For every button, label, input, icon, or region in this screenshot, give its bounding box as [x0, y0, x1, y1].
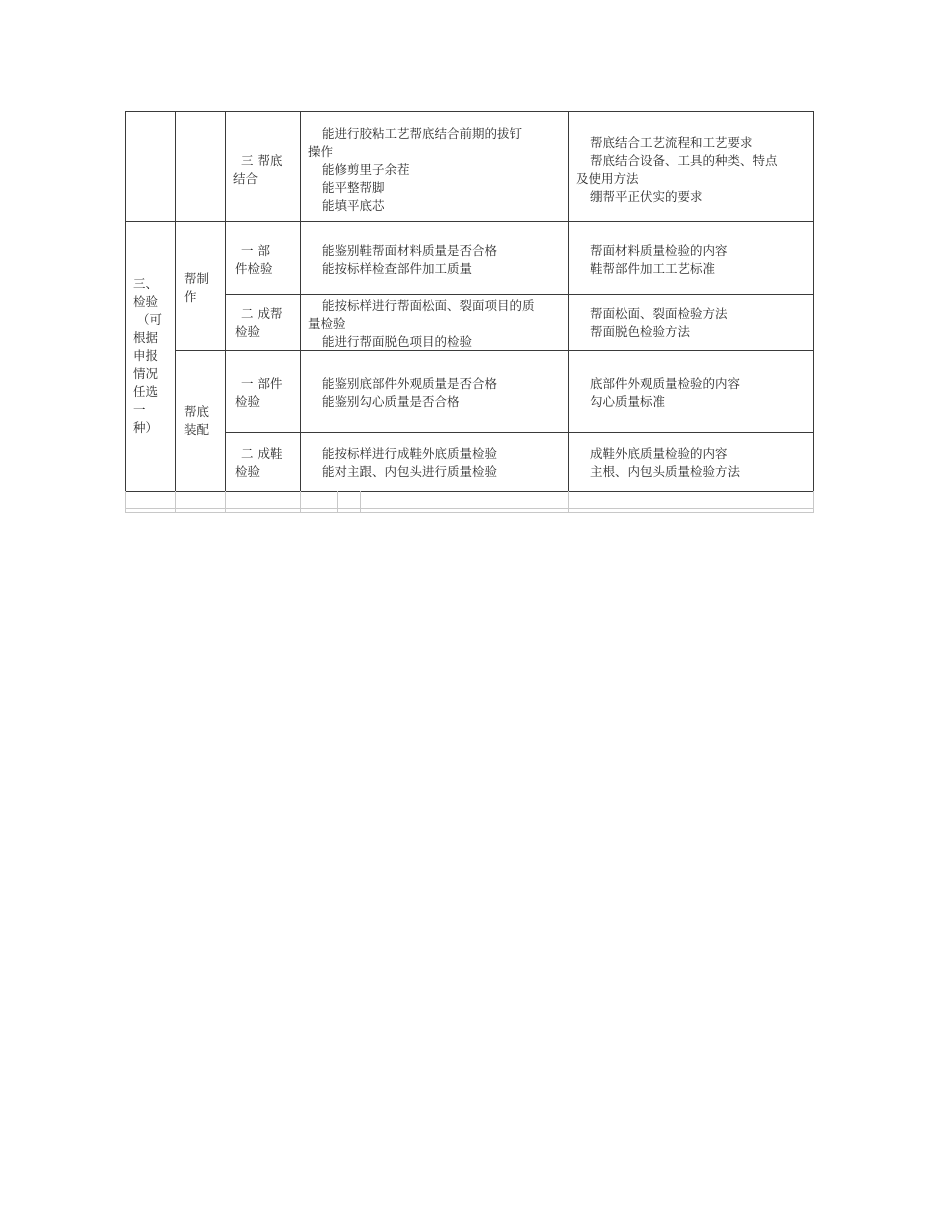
table-rule-extra-v7 [813, 491, 814, 513]
table-rule-col2 [225, 111, 226, 491]
table-rule-extra-v2 [225, 491, 226, 513]
group-upper-line: 帮制 [184, 271, 210, 286]
row5-item-line: 检验 [235, 464, 261, 479]
row1-item-cell [233, 152, 282, 188]
table-rule-extra-v0 [125, 491, 126, 513]
category-line: 根据 [133, 330, 159, 345]
row2-item-cell [235, 242, 273, 278]
row1-knowledge-line: 及使用方法 [576, 171, 639, 186]
table-rule-extra-2 [125, 512, 814, 513]
row3-skill-line: 量检验 [308, 316, 346, 331]
category-line: 种） [133, 420, 159, 435]
category-cell [133, 275, 162, 437]
row2-knowledge-line: 帮面材料质量检验的内容 [590, 243, 728, 258]
row3-skill-line: 能按标样进行帮面松面、裂面项目的质 [322, 298, 535, 313]
row1-skills-cell [308, 125, 522, 215]
row1-skill-line: 能平整帮脚 [322, 180, 385, 195]
row4-skill-line: 能鉴别勾心质量是否合格 [322, 394, 460, 409]
row3-item-cell [235, 305, 282, 341]
category-line: 情况 [133, 366, 159, 381]
row2-skills-cell [308, 242, 497, 278]
row4-skill-line: 能鉴别底部件外观质量是否合格 [322, 376, 498, 391]
row3-knowledge-line: 帮面松面、裂面检验方法 [590, 306, 728, 321]
row5-item-line: 二 成鞋 [241, 446, 283, 461]
group-lower-line: 帮底 [184, 404, 210, 419]
row5-skills-cell [308, 445, 497, 481]
row1-skill-line: 能进行胶粘工艺帮底结合前期的拔钉 [322, 126, 523, 141]
table-rule-extra-v4 [337, 491, 338, 513]
table-rule-extra-v6 [568, 491, 569, 513]
group-upper-line: 作 [184, 289, 197, 304]
category-line: 任选 [133, 384, 159, 399]
row2-knowledge-cell [576, 242, 728, 278]
row1-skill-line: 操作 [308, 144, 334, 159]
row4-knowledge-line: 勾心质量标准 [590, 394, 666, 409]
row3-knowledge-cell [576, 305, 728, 341]
row1-knowledge-line: 帮底结合工艺流程和工艺要求 [590, 135, 753, 150]
category-line: 检验 [133, 294, 159, 309]
table-rule-extra-v5 [360, 491, 361, 513]
table-rule-row1-bottom [125, 221, 814, 222]
table-rule-col1 [175, 111, 176, 491]
table-rule-top [125, 111, 814, 112]
table-rule-col4 [568, 111, 569, 491]
row1-knowledge-line: 帮底结合设备、工具的种类、特点 [590, 153, 778, 168]
category-line: （可 [137, 312, 163, 327]
row3-knowledge-line: 帮面脱色检验方法 [590, 324, 691, 339]
row1-skill-line: 能填平底芯 [322, 198, 385, 213]
row2-skill-line: 能按标样检查部件加工质量 [322, 261, 473, 276]
row3-skills-cell [308, 297, 535, 351]
row2-skill-line: 能鉴别鞋帮面材料质量是否合格 [322, 243, 498, 258]
table-rule-row2-bottom [225, 294, 814, 295]
row5-knowledge-line: 主根、内包头质量检验方法 [590, 464, 741, 479]
row1-skill-line: 能修剪里子余茬 [322, 162, 410, 177]
row5-knowledge-line: 成鞋外底质量检验的内容 [590, 446, 728, 461]
table-rule-row4-bottom [225, 432, 814, 433]
category-line: 申报 [133, 348, 159, 363]
group-upper-cell [184, 270, 209, 306]
row2-item-line: 一 部 [241, 243, 270, 258]
row5-knowledge-cell [576, 445, 740, 481]
row4-item-line: 检验 [235, 394, 261, 409]
table-rule-extra-1 [125, 508, 814, 509]
row4-item-cell [235, 375, 282, 411]
table-rule-col3 [300, 111, 301, 491]
row3-item-line: 检验 [235, 324, 261, 339]
group-lower-cell [184, 403, 209, 439]
skill-requirements-table [125, 111, 814, 513]
row1-item-line: 结合 [233, 171, 259, 186]
row1-item-line: 三 帮底 [241, 153, 283, 168]
row4-knowledge-cell [576, 375, 740, 411]
row2-knowledge-line: 鞋帮部件加工工艺标准 [590, 261, 716, 276]
row4-skills-cell [308, 375, 497, 411]
row3-skill-line: 能进行帮面脱色项目的检验 [322, 334, 473, 349]
row1-knowledge-line: 绷帮平正伏实的要求 [590, 189, 703, 204]
table-rule-extra-v3 [300, 491, 301, 513]
category-line: 一 [133, 402, 146, 417]
row5-skill-line: 能按标样进行成鞋外底质量检验 [322, 446, 498, 461]
row4-knowledge-line: 底部件外观质量检验的内容 [590, 376, 741, 391]
table-rule-extra-v1 [175, 491, 176, 513]
row5-skill-line: 能对主跟、内包头进行质量检验 [322, 464, 498, 479]
row5-item-cell [235, 445, 282, 481]
row2-item-line: 件检验 [235, 261, 273, 276]
table-rule-row5-bottom [125, 491, 814, 492]
row4-item-line: 一 部件 [241, 376, 283, 391]
category-line: 三、 [133, 276, 159, 291]
table-rule-right [813, 111, 814, 491]
group-lower-line: 装配 [184, 422, 210, 437]
row1-knowledge-cell [576, 134, 778, 206]
row3-item-line: 二 成帮 [241, 306, 283, 321]
table-rule-left [125, 111, 126, 491]
